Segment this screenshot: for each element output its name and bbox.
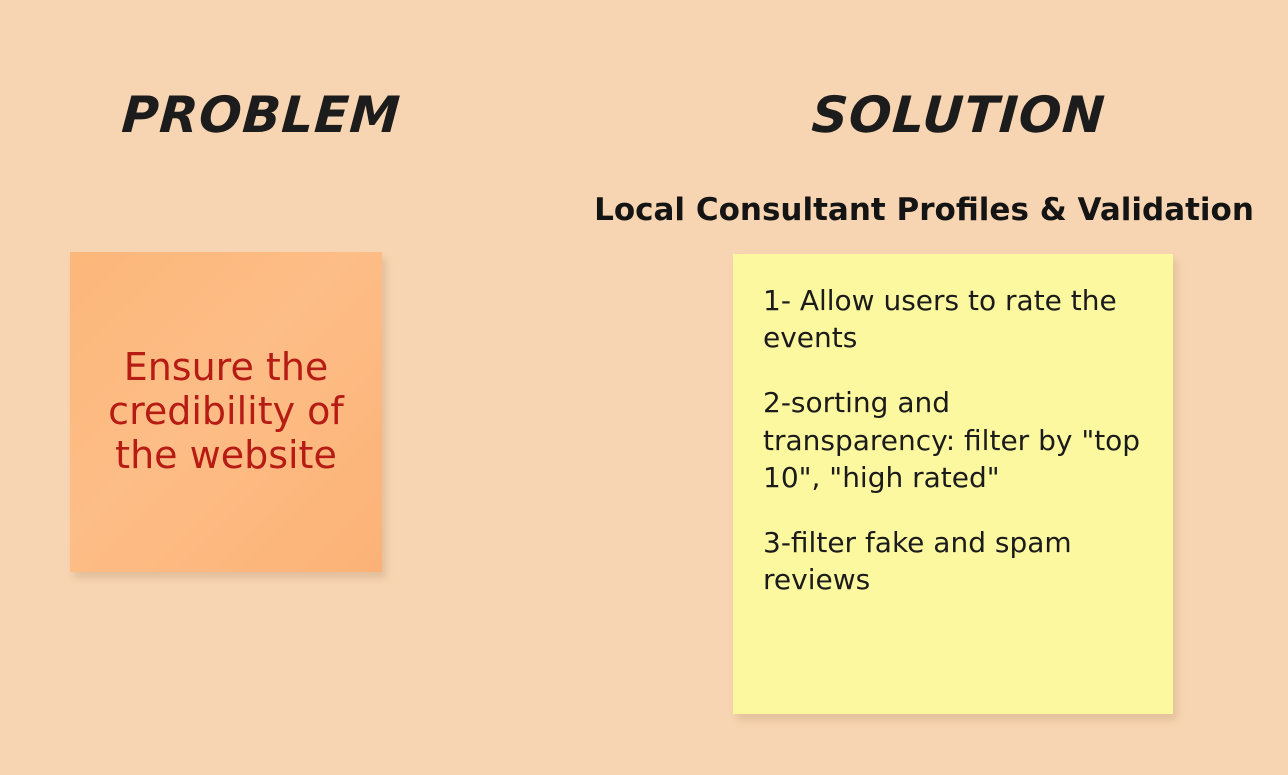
solution-column-heading: SOLUTION	[809, 86, 1108, 144]
problem-note-text: Ensure the credibility of the website	[108, 345, 344, 477]
solution-note-line-3: 3-filter fake and spam reviews	[763, 526, 1072, 597]
solution-note-line-1: 1- Allow users to rate the events	[763, 284, 1117, 355]
solution-note-line-2: 2-sorting and transparency: filter by "top 10", "high rated"	[763, 386, 1141, 494]
problem-column-heading: PROBLEM	[119, 86, 403, 144]
problem-sticky-note	[70, 252, 382, 572]
solution-subtitle: Local Consultant Profiles & Validation	[594, 192, 1254, 228]
solution-sticky-note	[733, 254, 1173, 714]
